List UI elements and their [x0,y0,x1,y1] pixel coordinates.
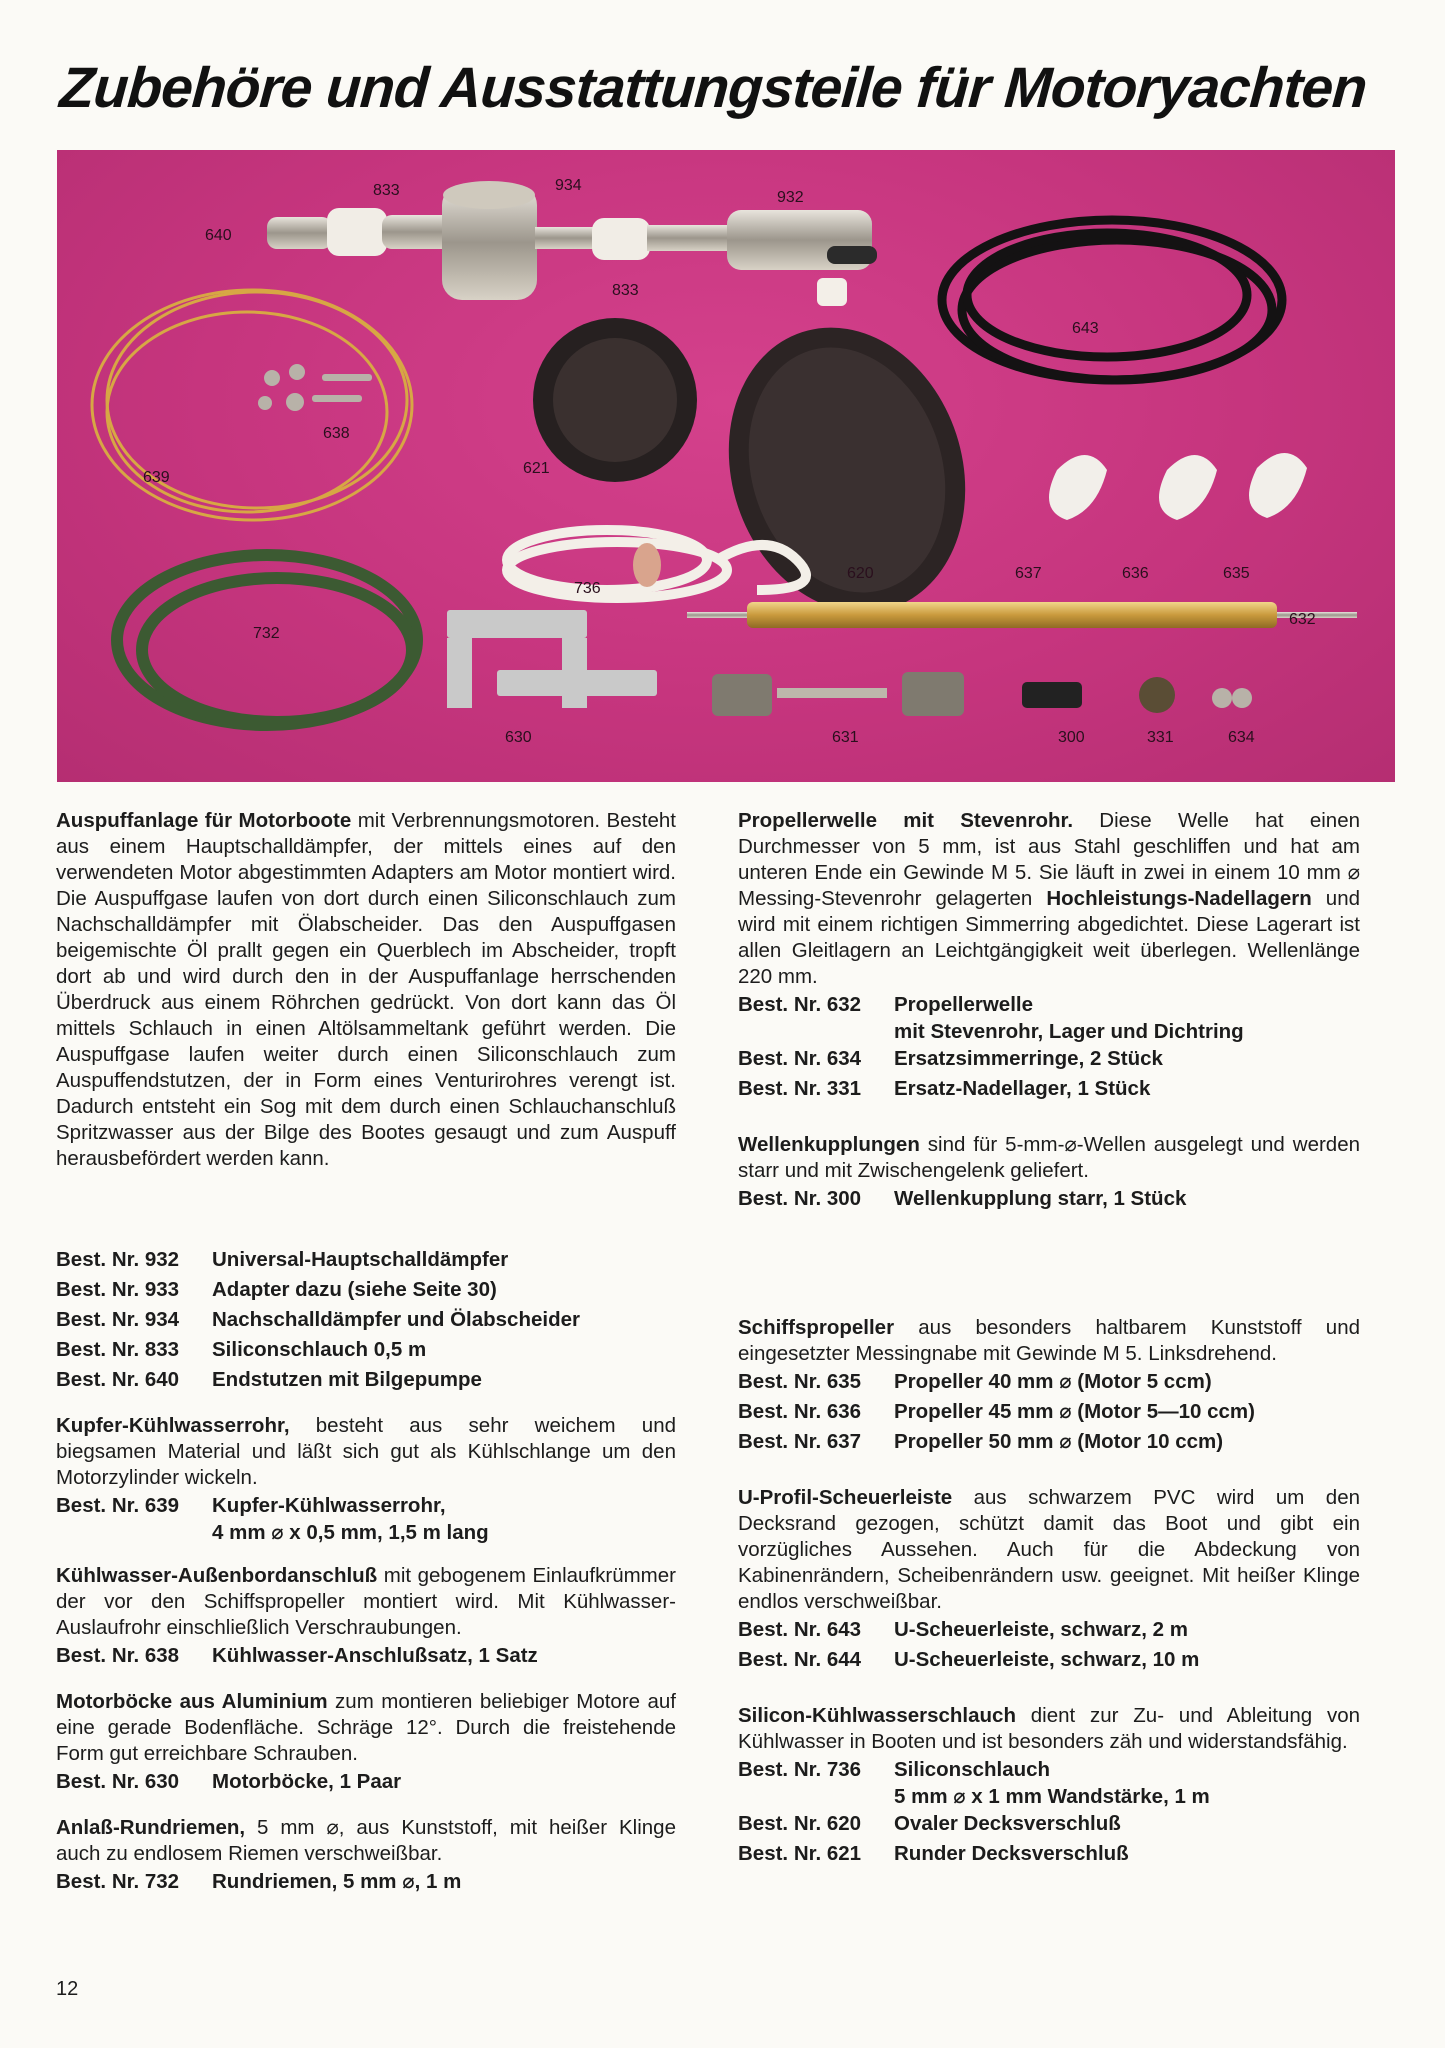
label-643: 643 [1072,320,1099,337]
label-833-top: 833 [373,182,400,199]
order-number: Best. Nr. 636 [738,1400,862,1423]
label-621: 621 [523,460,550,477]
rub-rail-section [738,1485,1360,1675]
label-300: 300 [1058,729,1085,746]
page-number: 12 [56,1978,79,2000]
order-row [56,1867,676,1897]
prop-shaft-section [738,808,1360,1104]
order-description: Kupfer-Kühlwasserrohr, [212,1494,446,1517]
order-row [56,1521,676,1545]
section-text: aus besonders haltbarem Kunststoff und eingesetzter Messingnabe mit Gewinde M 5. Linksdrehend. [738,1316,1360,1365]
section-heading: Wellenkupplungen [738,1133,920,1156]
order-row [738,1839,1360,1869]
order-row [56,1245,676,1275]
order-number [738,1785,894,1809]
order-description: Endstutzen mit Bilgepumpe [212,1368,482,1391]
order-row [56,1335,676,1365]
couplings [712,672,1252,716]
order-description: Propeller 50 mm ⌀ (Motor 10 ccm) [894,1430,1224,1453]
order-row [56,1767,676,1797]
propellers [1049,453,1307,520]
label-637: 637 [1015,565,1042,582]
exhaust-text: mit Verbrennungsmotoren. Besteht aus einem Hauptschalldämpfer, der mittels eines auf den verwendeten Motor abgestimmten Adapters am Motor montiert wird. Die Auspuffgase laufen von dort durch einen Siliconschlauch zum Nachschalldämpfer mit Ölabscheider. Das den Auspuffgasen beigemischte Öl prallt gegen ein Querblech im Abscheider, tropft dort ab und wird durch den in der Auspuffanlage herrschenden Überdruck aus einem Röhrchen gedrückt. Von dort kann das Öl mittels Schlauch in einen Altölsammeltank geführt werden. Die Auspuffgase laufen weiter durch einen Siliconschlauch zum Auspuffendstutzen, der in Form eines Venturirohres verengt ist. Dadurch entsteht ein Sog mit dem durch einen Schlauchanschluß Spritzwasser aus der Bilge des Bootes gesaugt und zum Auspuff herausbefördert werden kann. [56,809,676,1170]
order-row [738,1074,1360,1104]
order-row [56,1491,676,1521]
order-description: Kühlwasser-Anschlußsatz, 1 Satz [212,1644,538,1667]
order-number: Best. Nr. 732 [56,1870,180,1893]
fittings [258,364,372,411]
label-934: 934 [555,177,582,194]
order-row [738,1020,1360,1044]
label-631: 631 [832,729,859,746]
label-635: 635 [1223,565,1250,582]
label-932: 932 [777,189,804,206]
page-title: Zubehöre und Ausstattungsteile für Motoryachten [57,56,1369,120]
order-description: Nachschalldämpfer und Ölabscheider [212,1308,580,1331]
product-photo [57,150,1395,782]
order-description: 4 mm ⌀ x 0,5 mm, 1,5 m lang [212,1521,489,1544]
motor-mounts [447,610,657,708]
section-text: aus schwarzem PVC wird um den Decksrand gezogen, schützt damit das Boot und gibt ein vorzügliches Aussehen. Auch für die Abdeckung von Kabinenrändern, Scheibenrändern usw. geeignet. Mit heißer Klinge endlos verschweißbar. [738,1486,1360,1613]
propeller-section [738,1315,1360,1457]
order-description: Ersatzsimmerringe, 2 Stück [894,1047,1163,1070]
section-text: und wird mit einem richtigen Simmerring abgedichtet. Diese Lagerart ist allen Gleitlagern an Leichtgängigkeit weit überlegen. Wellenlänge 220 mm. [738,887,1360,988]
order-number: Best. Nr. 643 [738,1618,862,1641]
product-illustration [57,150,1395,782]
right-column [738,808,1360,1232]
section-heading: Kühlwasser-Außenbordanschluß [56,1564,378,1587]
order-description: Adapter dazu (siehe Seite 30) [212,1278,497,1301]
coupling-section [738,1132,1360,1214]
order-number: Best. Nr. 934 [56,1308,180,1331]
order-number: Best. Nr. 638 [56,1644,180,1667]
label-736: 736 [574,580,601,597]
round-belt-section [56,1815,676,1897]
order-row [56,1275,676,1305]
order-number: Best. Nr. 833 [56,1338,180,1361]
order-description: Ersatz-Nadellager, 1 Stück [894,1077,1151,1100]
order-number: Best. Nr. 632 [738,993,862,1016]
section-text: Diese Welle hat einen Durchmesser von 5 mm, ist aus Stahl geschliffen und hat am unteren Ende ein Gewinde M 5. Sie läuft in zwei in einem 10 mm ⌀ Messing-Stevenrohr gelagerten [738,809,1360,910]
order-row [738,1809,1360,1839]
copper-pipe-section [56,1413,676,1545]
label-331: 331 [1147,729,1174,746]
exhaust-section [56,808,676,1172]
section-heading: Hochleistungs-Nadellagern [1046,887,1312,910]
exhaust-heading: Auspuffanlage für Motorboote [56,809,352,832]
order-number: Best. Nr. 634 [738,1047,862,1070]
section-text: sind für 5-mm-⌀-Wellen ausgelegt und werden starr und mit Zwischengelenk geliefert. [738,1133,1360,1182]
label-636: 636 [1122,565,1149,582]
order-row [738,1184,1360,1214]
order-row [56,1305,676,1335]
order-row [738,1645,1360,1675]
section-text: zum montieren beliebiger Motore auf eine gerade Bodenfläche. Schräge 12°. Durch die freistehende Form gut erreichbare Schrauben. [56,1690,677,1765]
section-text: dient zur Zu- und Ableitung von Kühlwasser in Booten und ist besonders zäh und widerstandsfähig. [738,1704,1360,1753]
section-heading: Anlaß-Rundriemen, [56,1816,246,1839]
order-number: Best. Nr. 644 [738,1648,862,1671]
stern-tube [747,602,1277,628]
order-description: Runder Decksverschluß [894,1842,1129,1865]
order-row [738,1367,1360,1397]
order-number [56,1521,212,1545]
section-text: besteht aus sehr weichem und biegsamen Material und läßt sich gut als Kühlschlange um den Motorzylinder wickeln. [56,1414,676,1489]
order-number [738,1020,894,1044]
order-number: Best. Nr. 620 [738,1812,862,1835]
section-heading: Propellerwelle mit Stevenrohr. [738,809,1074,832]
section-text: 5 mm ⌀, aus Kunststoff, mit heißer Klinge auch zu endlosem Riemen verschweißbar. [56,1816,676,1865]
order-description: Universal-Hauptschalldämpfer [212,1248,509,1271]
order-number: Best. Nr. 639 [56,1494,180,1517]
section-heading: Silicon-Kühlwasserschlauch [738,1704,1016,1727]
section-heading: Motorböcke aus Aluminium [56,1690,328,1713]
order-number: Best. Nr. 933 [56,1278,180,1301]
order-description: U-Scheuerleiste, schwarz, 10 m [894,1648,1200,1671]
label-833-bottom: 833 [612,282,639,299]
order-row [738,1427,1360,1457]
order-description: Wellenkupplung starr, 1 Stück [894,1187,1187,1210]
order-row [738,1397,1360,1427]
order-row [738,1785,1360,1809]
label-732: 732 [253,625,280,642]
order-number: Best. Nr. 640 [56,1368,180,1391]
silicone-hose-section [738,1703,1360,1869]
order-row [56,1641,676,1671]
order-description: Rundriemen, 5 mm ⌀, 1 m [212,1870,462,1893]
label-630: 630 [505,729,532,746]
right-column-lower [738,1315,1360,1887]
order-number: Best. Nr. 932 [56,1248,180,1271]
order-number: Best. Nr. 635 [738,1370,862,1393]
section-heading: Kupfer-Kühlwasserrohr, [56,1414,290,1437]
black-hose [942,220,1282,380]
order-description: Propeller 40 mm ⌀ (Motor 5 ccm) [894,1370,1212,1393]
order-row [738,1615,1360,1645]
label-634: 634 [1228,729,1255,746]
motor-mounts-section [56,1689,676,1797]
section-heading: U-Profil-Scheuerleiste [738,1486,953,1509]
order-description: Siliconschlauch 0,5 m [212,1338,427,1361]
order-description: 5 mm ⌀ x 1 mm Wandstärke, 1 m [894,1785,1210,1808]
label-639: 639 [143,469,170,486]
order-row [738,1044,1360,1074]
order-number: Best. Nr. 637 [738,1430,862,1453]
order-description: Motorböcke, 1 Paar [212,1770,402,1793]
order-description: Propeller 45 mm ⌀ (Motor 5—10 ccm) [894,1400,1255,1423]
order-number: Best. Nr. 736 [738,1758,862,1781]
left-column [56,808,676,1190]
order-number: Best. Nr. 630 [56,1770,180,1793]
section-text: mit gebogenem Einlaufkrümmer der vor den Schiffspropeller montiert wird. Mit Kühlwasser-Auslaufrohr einschließlich Verschraubungen. [56,1564,676,1639]
order-description: Propellerwelle [894,993,1034,1016]
label-640: 640 [205,227,232,244]
label-620: 620 [847,565,874,582]
label-632: 632 [1289,611,1316,628]
order-description: mit Stevenrohr, Lager und Dichtring [894,1020,1244,1043]
exhaust-orders [56,1245,676,1395]
section-heading: Schiffspropeller [738,1316,895,1339]
copper-coil [92,290,412,520]
order-number: Best. Nr. 621 [738,1842,862,1865]
order-row [738,990,1360,1020]
order-row [738,1755,1360,1785]
order-description: U-Scheuerleiste, schwarz, 2 m [894,1618,1188,1641]
left-column-lower [56,1245,676,1915]
order-row [56,1365,676,1395]
order-description: Ovaler Decksverschluß [894,1812,1121,1835]
order-number: Best. Nr. 331 [738,1077,862,1100]
order-description: Siliconschlauch [894,1758,1051,1781]
order-number: Best. Nr. 300 [738,1187,862,1210]
outboard-connector-section [56,1563,676,1671]
label-638: 638 [323,425,350,442]
